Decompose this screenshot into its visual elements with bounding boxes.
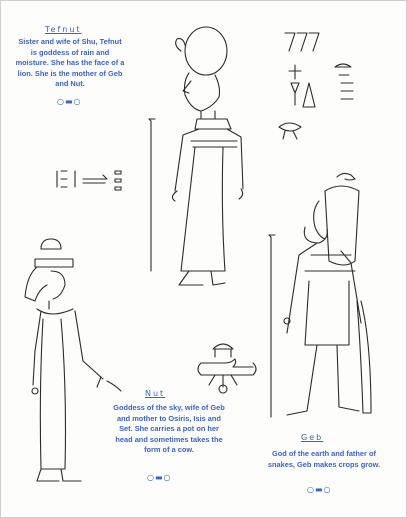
nut-description: Goddess of the sky, wife of Geb and mother to Osiris, Isis and Set. She carries a pot on her head and sometimes takes the form of a cow. — [113, 403, 225, 455]
tefnut-name: Tefnut — [45, 25, 82, 34]
nut-name: Nut — [145, 389, 166, 398]
geb-figure — [269, 173, 371, 417]
hieroglyphs-top-right — [279, 33, 353, 139]
nut-figure — [25, 239, 121, 481]
tefnut-description: Sister and wife of Shu, Tefnut is goddess of rain and moisture. She has the face of a lion. She is the mother of Geb and Nut. — [15, 37, 125, 89]
winged-scarab — [198, 344, 256, 393]
tefnut-figure — [149, 27, 243, 285]
hieroglyphs-left — [57, 171, 121, 190]
tefnut-divider-ornament: ○▬○ — [57, 97, 82, 106]
geb-divider-ornament: ○▬○ — [307, 485, 332, 494]
geb-description: God of the earth and father of snakes, Geb makes crops grow. — [267, 449, 381, 469]
nut-divider-ornament: ○▬○ — [147, 473, 172, 482]
geb-name: Geb — [301, 433, 324, 442]
